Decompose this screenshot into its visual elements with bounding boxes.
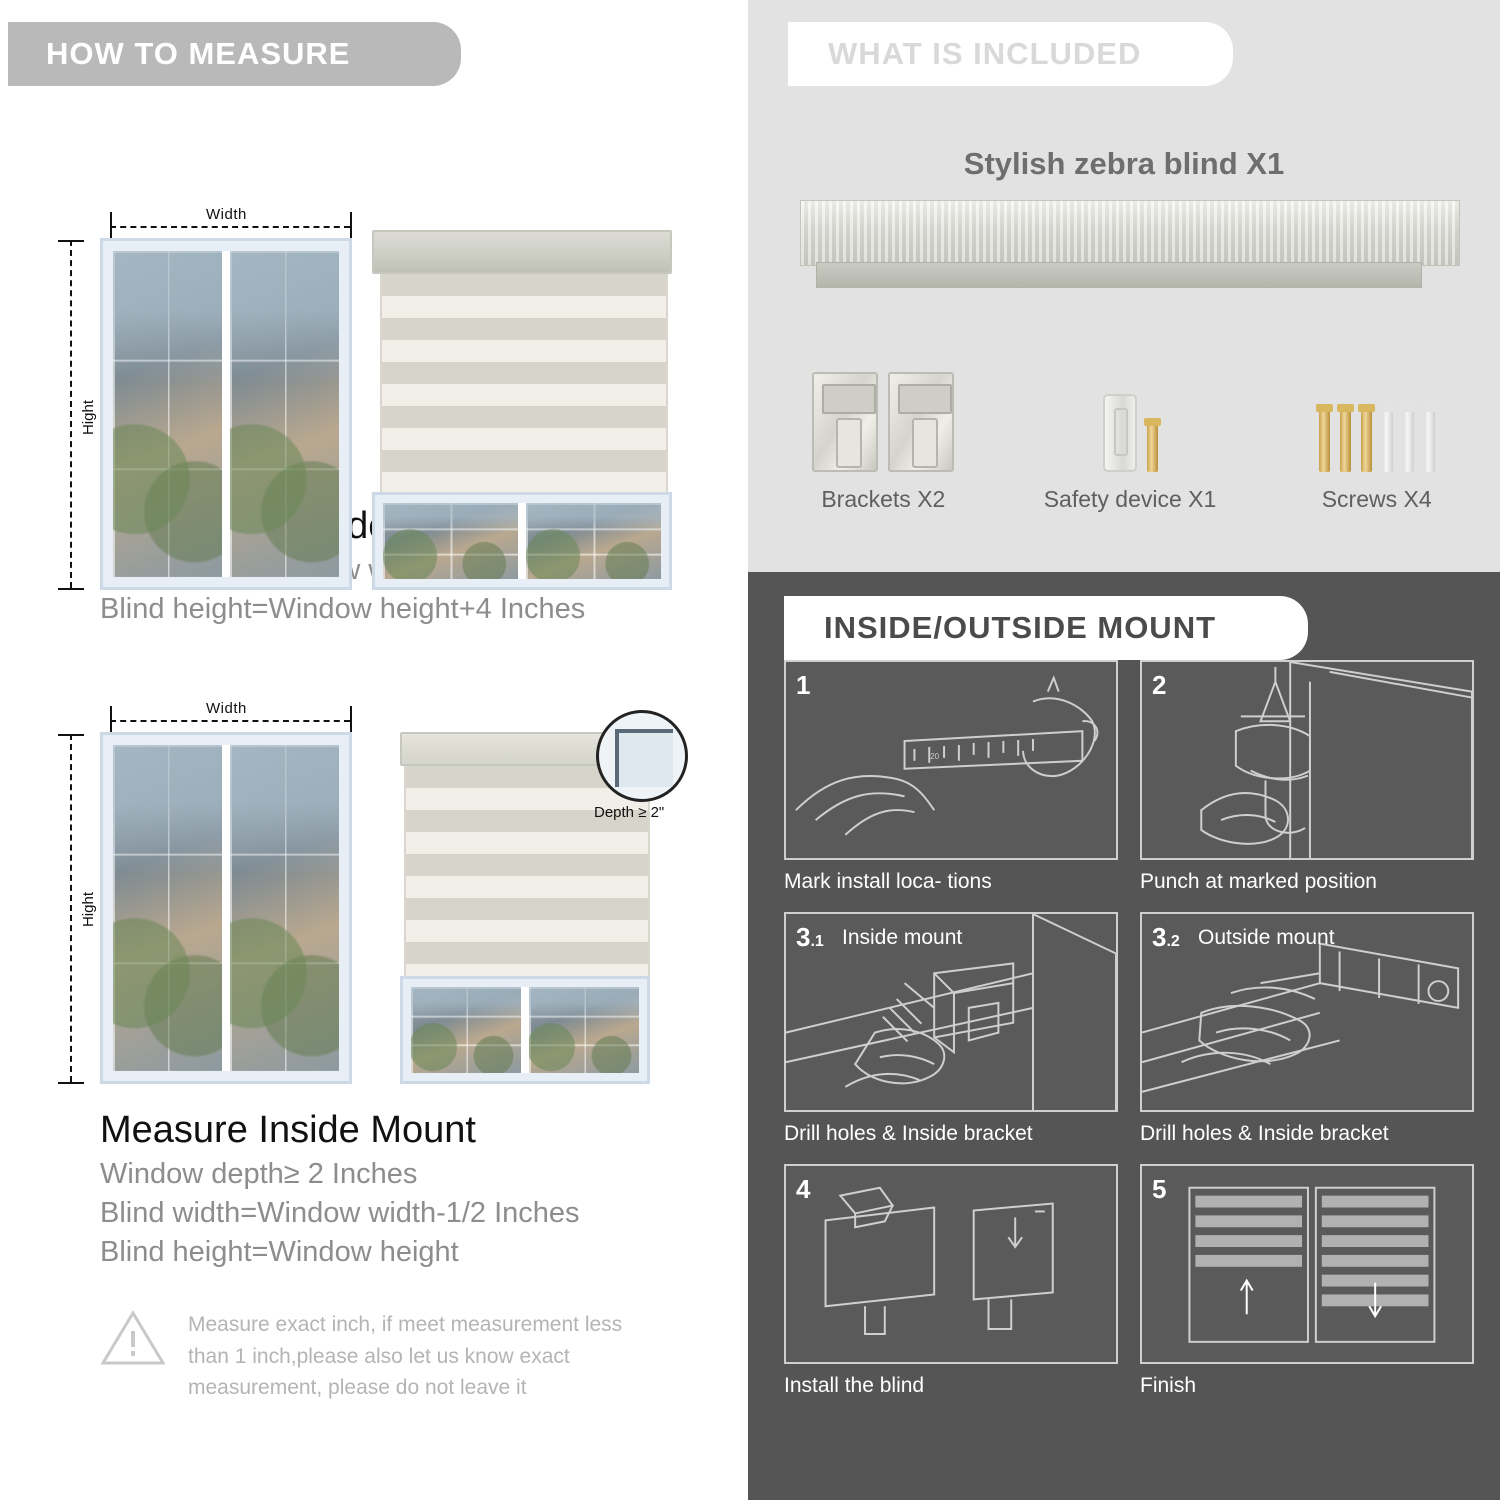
step-1 [784,660,1118,894]
outside-height-tick-top [58,240,84,242]
screw-icon-1 [1319,410,1330,472]
screw-icon-3 [1361,410,1372,472]
installation-steps [784,660,1474,1416]
step-3-2-number: 3.2 [1152,922,1180,952]
window-pane-right-lower-inside [529,987,639,1073]
window-pane-left-inside [113,745,222,1071]
outside-mount-illustration [0,100,740,495]
step-4-number: 4 [796,1174,811,1204]
included-parts-list [760,352,1500,513]
inside-height-tick-top [58,734,84,736]
screw-icon-2 [1340,410,1351,472]
blind-window-outside [372,230,672,590]
step-5-caption: Finish [1140,1374,1197,1397]
step-5 [1140,1164,1474,1398]
window-panes-lower-inside [411,987,639,1073]
wall-anchor-icon-2 [1403,410,1414,472]
inside-width-tick-right [350,706,352,734]
blind-headrail [372,230,672,274]
step-3-2-inline-label: Outside mount [1198,926,1335,949]
inside-mount-line-1: Window depth≥ 2 Inches [100,1158,418,1190]
safety-screw-icon [1147,424,1158,472]
outside-width-tick-right [350,212,352,240]
outside-height-label: Hight [80,400,97,436]
safety-device-icon [1007,352,1254,472]
depth-label: Depth ≥ 2" [594,804,665,821]
step-2-number: 2 [1152,670,1167,700]
hand-measuring-tape-icon [786,662,1116,860]
plain-window-outside [100,238,352,590]
inside-width-label: Width [206,700,247,717]
wall-anchor-icon-1 [1382,410,1393,472]
step-3-1-figure [784,912,1118,1112]
inside-height-label: Hight [80,892,97,928]
outside-width-tick-left [110,212,112,240]
step-3-1-caption: Drill holes & Inside bracket [784,1122,1033,1145]
blind-roll-top [800,200,1460,266]
inside-height-dash [70,734,72,1082]
inside-mount-line-3: Blind height=Window height [100,1236,459,1268]
step-4-caption: Install the blind [784,1374,925,1397]
bracket-icon-1 [812,372,878,472]
svg-text:20: 20 [930,751,940,761]
depth-callout-circle [596,710,688,802]
window-pane-left-lower [383,503,518,579]
window-panes [113,251,339,577]
blind-fabric-inside [404,766,650,976]
step-1-caption: Mark install loca- tions [784,870,992,893]
finished-blind-icon [1142,1166,1472,1364]
zebra-blind-product-image [800,200,1460,300]
step-2-figure [1140,660,1474,860]
step-2-caption: Punch at marked position [1140,870,1377,893]
inside-mount-title: Measure Inside Mount [100,1109,476,1151]
steps-row-3 [784,1164,1474,1398]
step-2 [1140,660,1474,894]
blind-fabric [380,274,668,498]
step-3-2-figure [1140,912,1474,1112]
install-blind-icon [786,1166,1116,1364]
inside-mount-illustration [0,692,740,1087]
wall-anchor-icon-3 [1424,410,1435,472]
window-below-blind-inside [400,976,650,1084]
outside-width-dash [110,226,350,228]
part-label-safety: Safety device X1 [1043,486,1217,512]
bracket-icon-2 [888,372,954,472]
screw-icon [1253,352,1500,472]
inside-height-tick-bottom [58,1082,84,1084]
outside-width-label: Width [206,206,247,223]
inside-width-dash [110,720,350,722]
step-3-2 [1140,912,1474,1146]
window-below-blind [372,492,672,590]
window-panes-lower [383,503,661,579]
part-safety-device [1007,352,1254,513]
plain-window-inside [100,732,352,1084]
step-1-figure [784,660,1118,860]
outside-mount-line-2: Blind height=Window height+4 Inches [100,593,586,625]
window-pane-right-lower [526,503,661,579]
step-4 [784,1164,1118,1398]
warning-triangle-icon [100,1309,166,1367]
part-screws [1253,352,1500,513]
part-brackets [760,352,1007,513]
step-1-number: 1 [796,670,811,700]
step-3-1 [784,912,1118,1146]
step-3-1-number: 3.1 [796,922,824,952]
drill-punch-icon [1142,662,1472,860]
steps-row-2 [784,912,1474,1146]
step-5-figure [1140,1164,1474,1364]
steps-row-1 [784,660,1474,894]
step-4-figure [784,1164,1118,1364]
window-panes-inside [113,745,339,1071]
how-to-measure-banner: HOW TO MEASURE [8,22,461,86]
inside-width-tick-left [110,706,112,734]
part-label-brackets: Brackets X2 [821,486,946,512]
window-pane-left [113,251,222,577]
inside-outside-mount-banner: INSIDE/OUTSIDE MOUNT [784,596,1308,660]
step-3-1-inline-label: Inside mount [842,926,963,949]
blind-roll-bottom [816,262,1422,288]
what-is-included-banner: WHAT IS INCLUDED [788,22,1233,86]
window-pane-right-inside [230,745,339,1071]
measure-note-text: Measure exact inch, if meet measurement less than 1 inch,please also let us know exact measurement, please do not leave it [188,1313,623,1399]
step-5-number: 5 [1152,1174,1167,1204]
depth-callout-corner [615,729,673,787]
measure-note [100,1309,660,1404]
how-to-measure-panel [0,0,740,1500]
safety-clip-icon [1103,394,1137,472]
outside-height-dash [70,240,72,588]
part-label-screws: Screws X4 [1321,486,1432,512]
inside-mount-line-2: Blind width=Window width-1/2 Inches [100,1197,580,1229]
bracket-icon [760,352,1007,472]
step-3-2-caption: Drill holes & Inside bracket [1140,1122,1389,1145]
outside-height-tick-bottom [58,588,84,590]
window-pane-left-lower-inside [411,987,521,1073]
window-pane-right [230,251,339,577]
product-title: Stylish zebra blind X1 [963,146,1285,181]
